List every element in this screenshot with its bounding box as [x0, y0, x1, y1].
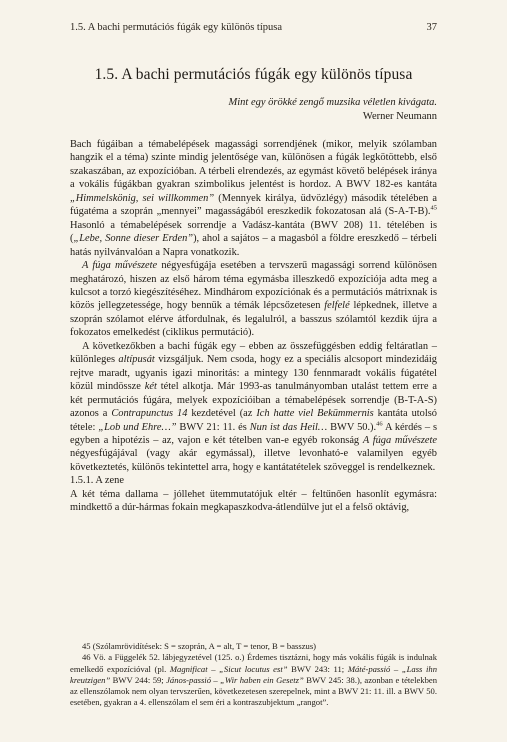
- work-title: „Lob und Ehre…”: [98, 421, 177, 433]
- text-run: A kérdés – s egyben a hipotézis – az, vajon e két tételben van-e egyéb rokonság: [70, 421, 438, 446]
- text-run: tétel alkotja. Már 1993-as tanulmányomban utalást tettem erre a két permutációs fúgára, melyek expozícióiban a témabelépések sorrendje (B-T-A-S) azonos a: [70, 381, 437, 420]
- text-run: lépkednek, illetve a szoprán szólamot elérve átfordulnak, és legalulról, a basszus szólamtól kezdik újra a fokozatos emelkedést (ciklikus permutáció).: [70, 300, 437, 339]
- paragraph-1: [70, 138, 437, 259]
- work-title: Contrapunctus 14: [111, 408, 188, 420]
- paragraph-3: [70, 340, 437, 475]
- text-run: kezdetével (az: [187, 408, 257, 420]
- text-run: négyesfúgájával (vagy akár egymással), illetve levonható-e valamilyen egyéb következtetés, különös tekintettel arra, hogy e kantátatételek szöveggel is rendelkeznek.: [70, 448, 437, 473]
- footnotes: [70, 641, 437, 709]
- work-title: A fúga művészete: [362, 434, 438, 446]
- text-run: BWV 21: 11. és: [176, 421, 250, 433]
- text-run: négyesfúgája esetében a tervszerű magassági sorrend különösen meghatározó, hiszen az első három téma egymásba illeszkedő expozíciója adta meg a kulcsot a torzó kiegészítéséhez. Mindhárom expozíciónak és a permutációs mátrixnak is közös jellegzetessége, hogy bennük a témák lépcsőzetesen: [70, 260, 437, 312]
- text-run: –: [211, 674, 221, 685]
- work-title: „Sicut locutus est”: [219, 663, 288, 674]
- text-run: ), ahol a sajátos – a magasból a földre ereszkedő – térbeli hatás nyilvánvalóan a Napra vonatkozik.: [70, 233, 437, 258]
- epigraph-author: Werner Neumann: [362, 111, 437, 122]
- text-run: A következőkben a bachi fúgák egy – ebben az összefüggésben eddig feltáratlan – különleges: [70, 340, 437, 366]
- footnote-ref-46: 46: [376, 420, 383, 428]
- text-run: BWV 50.).: [327, 421, 377, 433]
- emphasis: altípusát: [118, 354, 155, 366]
- text-run: BWV 245: 38.), azonban e tételekben az ellenszólamok nem olyan tervszerűen, következetesen szerepelnek, mint a BWV 21: 11. ill. a BWV 50. esetében, gyakran a 4. ellenszólam el sem éri a kontraszubjektum „rangot”.: [70, 674, 437, 708]
- running-title: 1.5. A bachi permutációs fúgák egy különös típusa: [70, 22, 283, 33]
- footnote-45: 45 (Szólamrövidítések: S = szoprán, A = alt, T = tenor, B = basszus): [82, 641, 317, 651]
- paragraph-2: [70, 259, 437, 340]
- text-run: BWV 243: 11;: [287, 663, 348, 674]
- footnote-46: [70, 652, 437, 708]
- work-title: János-passió: [166, 674, 211, 685]
- epigraph: [229, 96, 437, 124]
- paragraph-4: A két téma dallama – jóllehet ütemmutatójuk eltér – feltűnően hasonlít egymásra: mindkettő a dúr-hármas fokain megkapaszkodva-átlendülve jut el a felső oktávig,: [70, 488, 437, 514]
- text-run: –: [390, 663, 402, 674]
- text-run: kantáta utolsó tétele:: [70, 408, 437, 433]
- text-run: Hasonló a témabelépések sorrendje a Vadász-kantáta (BWV 208) 11. tételében is (: [70, 219, 437, 245]
- epigraph-quote: Mint egy örökké zengő muzsika véletlen kivágata.: [228, 97, 437, 108]
- emphasis: két: [144, 381, 157, 393]
- work-title: Ich hatte viel Bekümmernis: [256, 408, 374, 420]
- text-run: (Mennyek királya, üdvözlégy) második tételében a fúgatéma a szoprán „mennyei” magasságából ereszkedik fokozatosan alá (S-A-T-B).: [70, 192, 437, 218]
- work-title: „Wir haben ein Gesetz”: [220, 674, 304, 685]
- body-text: [70, 138, 437, 515]
- work-title: A fúga művészete: [82, 260, 158, 272]
- work-title: Nun ist das Heil…: [249, 421, 328, 433]
- running-header: [70, 22, 437, 33]
- text-run: Bach fúgáiban a témabelépések magassági sorrendjének (mikor, melyik szólamban hangzik el a téma) szinte mindig jelentősége van, különösen a fúgák legkötöttebb, első szakaszában, az expozícióban. A térbeli elrendezés, az egymást követő belépések iránya a vokális fúgákban gyakran szimbolikus jelentést is hordoz. A BWV 182-es kantáta: [70, 139, 437, 191]
- work-title: Máté-passió: [347, 663, 391, 674]
- cantata-title: „Himmelskönig, sei willkommen”: [70, 192, 215, 204]
- section-title: 1.5. A bachi permutációs fúgák egy különös típusa: [94, 66, 413, 83]
- emphasis: felfelé: [324, 300, 350, 312]
- work-title: Magnificat: [169, 663, 208, 674]
- cantata-title: „Lebe, Sonne dieser Erden”: [73, 233, 194, 245]
- page-number: 37: [426, 22, 437, 33]
- footnote-ref-45: 45: [430, 204, 437, 212]
- text-run: vizsgáljuk. Nem csoda, hogy ez a speciális alcsoport mindezidáig rejtve maradt, ugyanis igazi minoritás: a mintegy 130 fennmaradt vokális fúgatétel közül mindössze: [70, 354, 437, 393]
- text-run: BWV 244: 59;: [110, 674, 167, 685]
- text-run: –: [207, 663, 220, 674]
- text-run: 46 Vö. a Függelék 52. lábjegyzetével (125. o.) Érdemes tisztázni, hogy más vokális fúgák is indulnak emelkedő expozícióval (pl.: [70, 652, 437, 674]
- work-title: „Lass ihn kreutzigen”: [70, 663, 438, 685]
- subsection-heading: 1.5.1. A zene: [70, 475, 124, 487]
